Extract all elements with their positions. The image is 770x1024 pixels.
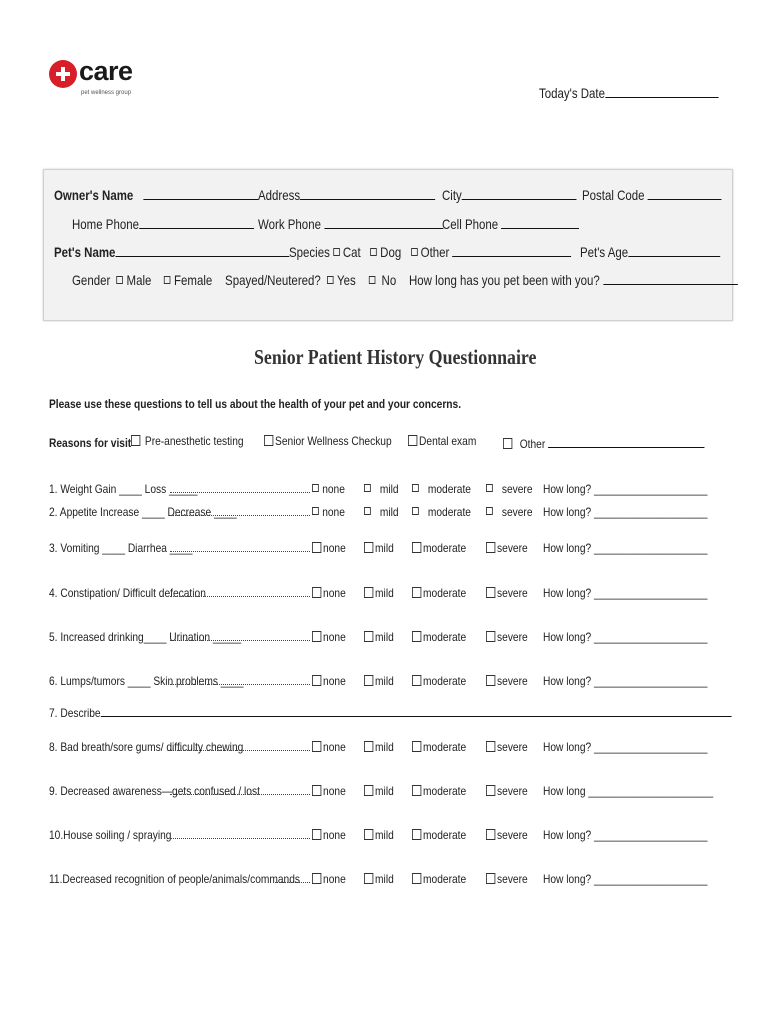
question-text	[49, 541, 192, 555]
how-long-field[interactable]	[543, 586, 707, 600]
severity-mild[interactable]	[364, 630, 394, 644]
city-label: City	[442, 187, 462, 203]
other-species-label: Other	[420, 244, 450, 260]
checkbox[interactable]	[364, 587, 373, 598]
checkbox[interactable]	[364, 631, 373, 642]
severity-label: moderate	[427, 482, 471, 496]
severity-label: mild	[375, 541, 394, 555]
severity-none[interactable]	[312, 828, 346, 842]
male-label: Male	[126, 272, 152, 288]
home-phone-field[interactable]	[72, 215, 254, 232]
checkbox[interactable]	[312, 829, 321, 840]
severity-label: moderate	[423, 630, 467, 644]
checkbox[interactable]	[412, 587, 421, 598]
severity-mild[interactable]	[364, 784, 394, 798]
severity-moderate[interactable]	[412, 872, 466, 886]
severity-label: severe	[497, 872, 528, 886]
severity-label: mild	[379, 482, 399, 496]
female-checkbox[interactable]	[164, 276, 171, 284]
how-long-field[interactable]	[543, 784, 713, 798]
severity-moderate[interactable]	[412, 586, 466, 600]
checkbox[interactable]	[486, 631, 495, 642]
checkbox[interactable]	[408, 435, 417, 446]
severity-mild[interactable]	[364, 872, 394, 886]
how-long-label: How long? ____________________	[543, 482, 708, 496]
checkbox[interactable]	[312, 507, 319, 515]
checkbox[interactable]	[312, 741, 321, 752]
question-text	[49, 586, 206, 600]
severity-label: moderate	[423, 586, 467, 600]
how-long-label: How long? ____________________	[543, 541, 708, 555]
how-long-field[interactable]	[543, 674, 707, 688]
question-text	[49, 740, 243, 754]
describe-label: 7. Describe	[49, 706, 101, 720]
pets-name-label: Pet's Name	[54, 244, 116, 260]
how-long-field[interactable]	[543, 872, 707, 886]
severity-label: none	[323, 630, 346, 644]
no-label: No	[381, 272, 397, 288]
leader-dots	[170, 492, 310, 493]
checkbox[interactable]	[364, 542, 373, 553]
checkbox[interactable]	[412, 785, 421, 796]
spayed-no-checkbox[interactable]	[369, 276, 376, 284]
checkbox[interactable]	[264, 435, 273, 446]
how-long-field[interactable]	[543, 541, 707, 555]
question-label: 8. Bad breath/sore gums/ difficulty chewing	[49, 740, 244, 754]
severity-label: severe	[497, 586, 528, 600]
how-long-field[interactable]	[543, 630, 707, 644]
leader-dots	[170, 794, 310, 795]
severity-label: mild	[375, 630, 394, 644]
checkbox[interactable]	[412, 542, 421, 553]
leader-dots	[170, 515, 310, 516]
severity-label: moderate	[423, 541, 467, 555]
severity-severe[interactable]	[486, 784, 528, 798]
severity-label: severe	[497, 674, 528, 688]
checkbox[interactable]	[486, 484, 493, 492]
reason-senior-wellness[interactable]	[264, 434, 392, 448]
severity-mild[interactable]	[364, 586, 394, 600]
severity-moderate[interactable]	[412, 674, 466, 688]
checkbox[interactable]	[412, 829, 421, 840]
spayed-label: Spayed/Neutered?	[225, 272, 321, 288]
how-long-label: How long? ____________________	[543, 630, 708, 644]
pets-age-field[interactable]	[580, 243, 720, 260]
severity-label: mild	[375, 674, 394, 688]
question-label: 4. Constipation/ Difficult defecation	[49, 586, 206, 600]
severity-label: severe	[497, 828, 528, 842]
checkbox[interactable]	[364, 484, 371, 492]
pets-age-label: Pet's Age	[580, 244, 629, 260]
severity-label: none	[323, 872, 346, 886]
checkbox[interactable]	[364, 829, 373, 840]
checkbox[interactable]	[312, 873, 321, 884]
pets-name-field[interactable]	[54, 243, 289, 260]
home-phone-label: Home Phone	[72, 216, 140, 232]
severity-label: none	[322, 505, 345, 519]
address-field[interactable]	[258, 186, 435, 203]
todays-date-label: Today's Date	[539, 85, 606, 101]
checkbox[interactable]	[364, 785, 373, 796]
checkbox[interactable]	[131, 435, 140, 446]
checkbox[interactable]	[486, 587, 495, 598]
how-long-label: How long? ____________________	[543, 586, 708, 600]
severity-moderate[interactable]	[412, 784, 466, 798]
question-label: 6. Lumps/tumors ____ Skin problems ____	[49, 674, 244, 688]
severity-moderate[interactable]	[412, 740, 466, 754]
checkbox[interactable]	[312, 587, 321, 598]
how-long-label: How long? ____________________	[543, 740, 708, 754]
question-label: 9. Decreased awareness—gets confused / lost	[49, 784, 260, 798]
species-field[interactable]	[289, 243, 571, 260]
leader-dots	[170, 838, 310, 839]
severity-severe[interactable]	[486, 482, 532, 496]
severity-label: severe	[501, 505, 533, 519]
question-text	[49, 482, 197, 496]
checkbox[interactable]	[364, 675, 373, 686]
postal-code-label: Postal Code	[582, 187, 645, 203]
question-label: 5. Increased drinking____ Urination _____	[49, 630, 242, 644]
dog-checkbox[interactable]	[370, 248, 377, 256]
how-long-label: How long? ____________________	[543, 674, 708, 688]
how-long-field[interactable]	[543, 740, 707, 754]
question-label: 11.Decreased recognition of people/animals/commands	[49, 872, 300, 886]
severity-severe[interactable]	[486, 630, 528, 644]
cat-checkbox[interactable]	[333, 248, 340, 256]
checkbox[interactable]	[412, 631, 421, 642]
reason-label: Dental exam	[419, 434, 477, 448]
leader-dots	[170, 640, 310, 641]
checkbox[interactable]	[312, 484, 319, 492]
cell-phone-label: Cell Phone	[442, 216, 499, 232]
leader-dots	[275, 882, 310, 883]
checkbox[interactable]	[312, 675, 321, 686]
cell-phone-field[interactable]	[442, 215, 579, 232]
severity-none[interactable]	[312, 505, 345, 519]
severity-label: none	[323, 541, 346, 555]
checkbox[interactable]	[312, 631, 321, 642]
severity-label: none	[323, 586, 346, 600]
severity-label: mild	[375, 784, 394, 798]
how-long-field[interactable]	[543, 482, 707, 496]
severity-severe[interactable]	[486, 505, 532, 519]
page-title: Senior Patient History Questionnaire	[254, 345, 537, 369]
severity-mild[interactable]	[364, 482, 399, 496]
checkbox[interactable]	[486, 829, 495, 840]
severity-none[interactable]	[312, 586, 346, 600]
severity-label: severe	[501, 482, 533, 496]
question-text	[49, 784, 260, 798]
logo-cross-icon	[49, 60, 77, 88]
question-label: 10.House soiling / spraying	[49, 828, 172, 842]
question-text	[49, 828, 171, 842]
severity-label: moderate	[423, 740, 467, 754]
severity-label: moderate	[423, 872, 467, 886]
severity-none[interactable]	[312, 872, 346, 886]
reason-preanesthetic[interactable]	[131, 434, 244, 448]
checkbox[interactable]	[412, 484, 419, 492]
severity-mild[interactable]	[364, 828, 394, 842]
checkbox[interactable]	[364, 741, 373, 752]
severity-label: severe	[497, 784, 528, 798]
how-long-field[interactable]	[543, 505, 707, 519]
severity-mild[interactable]	[364, 505, 399, 519]
severity-none[interactable]	[312, 784, 346, 798]
severity-moderate[interactable]	[412, 505, 471, 519]
question-text	[49, 505, 237, 519]
gender-label: Gender	[72, 272, 111, 288]
severity-severe[interactable]	[486, 674, 528, 688]
severity-label: mild	[379, 505, 399, 519]
dog-label: Dog	[380, 244, 402, 260]
checkbox[interactable]	[486, 675, 495, 686]
reason-label: Pre-anesthetic testing	[144, 434, 244, 448]
reason-label: Other	[519, 437, 546, 451]
checkbox[interactable]	[486, 785, 495, 796]
todays-date-field[interactable]	[539, 84, 718, 101]
checkbox[interactable]	[312, 785, 321, 796]
how-long-field[interactable]	[543, 828, 707, 842]
owners-name-label: Owner's Name	[54, 187, 134, 203]
other-species-checkbox[interactable]	[411, 248, 418, 256]
leader-dots	[170, 551, 310, 552]
how-long-label: How long? ____________________	[543, 505, 708, 519]
severity-mild[interactable]	[364, 674, 394, 688]
severity-label: none	[323, 828, 346, 842]
severity-severe[interactable]	[486, 828, 528, 842]
how-long-label: How long? ____________________	[543, 828, 708, 842]
leader-dots	[170, 750, 310, 751]
severity-label: mild	[375, 586, 394, 600]
logo-tagline: pet wellness group	[81, 90, 132, 96]
logo-wordmark: care	[79, 56, 133, 86]
describe-field[interactable]	[49, 703, 731, 720]
severity-mild[interactable]	[364, 740, 394, 754]
severity-label: none	[323, 740, 346, 754]
checkbox[interactable]	[503, 438, 512, 449]
severity-label: moderate	[423, 828, 467, 842]
severity-none[interactable]	[312, 541, 346, 555]
leader-dots	[170, 684, 310, 685]
severity-moderate[interactable]	[412, 482, 471, 496]
question-text	[49, 674, 243, 688]
question-label: 3. Vomiting ____ Diarrhea ____	[49, 541, 193, 555]
severity-label: none	[322, 482, 345, 496]
severity-severe[interactable]	[486, 541, 528, 555]
question-text	[49, 872, 300, 886]
reason-label: Senior Wellness Checkup	[275, 434, 392, 448]
leader-dots	[170, 596, 310, 597]
yes-label: Yes	[337, 272, 356, 288]
reasons-label: Reasons for visit	[49, 436, 132, 450]
question-text	[49, 630, 241, 644]
work-phone-label: Work Phone	[258, 216, 321, 232]
species-label: Species	[289, 244, 330, 260]
severity-moderate[interactable]	[412, 630, 466, 644]
severity-label: mild	[375, 828, 394, 842]
question-label: 2. Appetite Increase ____ Decrease ____	[49, 505, 237, 519]
gender-row	[72, 271, 737, 288]
severity-label: severe	[497, 740, 528, 754]
postal-code-field[interactable]	[582, 186, 722, 203]
severity-label: moderate	[427, 505, 471, 519]
severity-label: moderate	[423, 784, 467, 798]
instructions-text: Please use these questions to tell us about the health of your pet and your concerns.	[49, 397, 462, 411]
city-field[interactable]	[442, 186, 577, 203]
question-label: 1. Weight Gain ____ Loss _____	[49, 482, 198, 496]
checkbox[interactable]	[486, 507, 493, 515]
severity-mild[interactable]	[364, 541, 394, 555]
severity-label: none	[323, 674, 346, 688]
checkbox[interactable]	[364, 507, 371, 515]
checkbox[interactable]	[412, 873, 421, 884]
checkbox[interactable]	[312, 542, 321, 553]
severity-label: mild	[375, 740, 394, 754]
reason-dental[interactable]	[408, 434, 476, 448]
severity-label: none	[323, 784, 346, 798]
how-long-label: How long ______________________	[543, 784, 714, 798]
work-phone-field[interactable]	[258, 215, 443, 232]
checkbox[interactable]	[412, 507, 419, 515]
female-label: Female	[174, 272, 213, 288]
severity-none[interactable]	[312, 630, 346, 644]
address-label: Address	[258, 187, 301, 203]
checkbox[interactable]	[412, 741, 421, 752]
checkbox[interactable]	[486, 741, 495, 752]
severity-none[interactable]	[312, 482, 345, 496]
severity-moderate[interactable]	[412, 828, 466, 842]
severity-label: moderate	[423, 674, 467, 688]
cat-label: Cat	[342, 244, 361, 260]
how-long-label: How long? ____________________	[543, 872, 708, 886]
owners-name-field[interactable]	[54, 186, 258, 203]
checkbox[interactable]	[486, 542, 495, 553]
severity-none[interactable]	[312, 674, 346, 688]
checkbox[interactable]	[412, 675, 421, 686]
severity-moderate[interactable]	[412, 541, 466, 555]
reason-other[interactable]	[503, 434, 704, 451]
severity-severe[interactable]	[486, 872, 528, 886]
spayed-yes-checkbox[interactable]	[327, 276, 334, 284]
male-checkbox[interactable]	[117, 276, 124, 284]
how-long-with-you-field[interactable]	[603, 271, 737, 285]
severity-label: mild	[375, 872, 394, 886]
severity-label: severe	[497, 541, 528, 555]
severity-label: severe	[497, 630, 528, 644]
checkbox[interactable]	[486, 873, 495, 884]
checkbox[interactable]	[364, 873, 373, 884]
severity-none[interactable]	[312, 740, 346, 754]
how-long-with-you-label: How long has you pet been with you?	[408, 272, 600, 288]
severity-severe[interactable]	[486, 586, 528, 600]
severity-severe[interactable]	[486, 740, 528, 754]
